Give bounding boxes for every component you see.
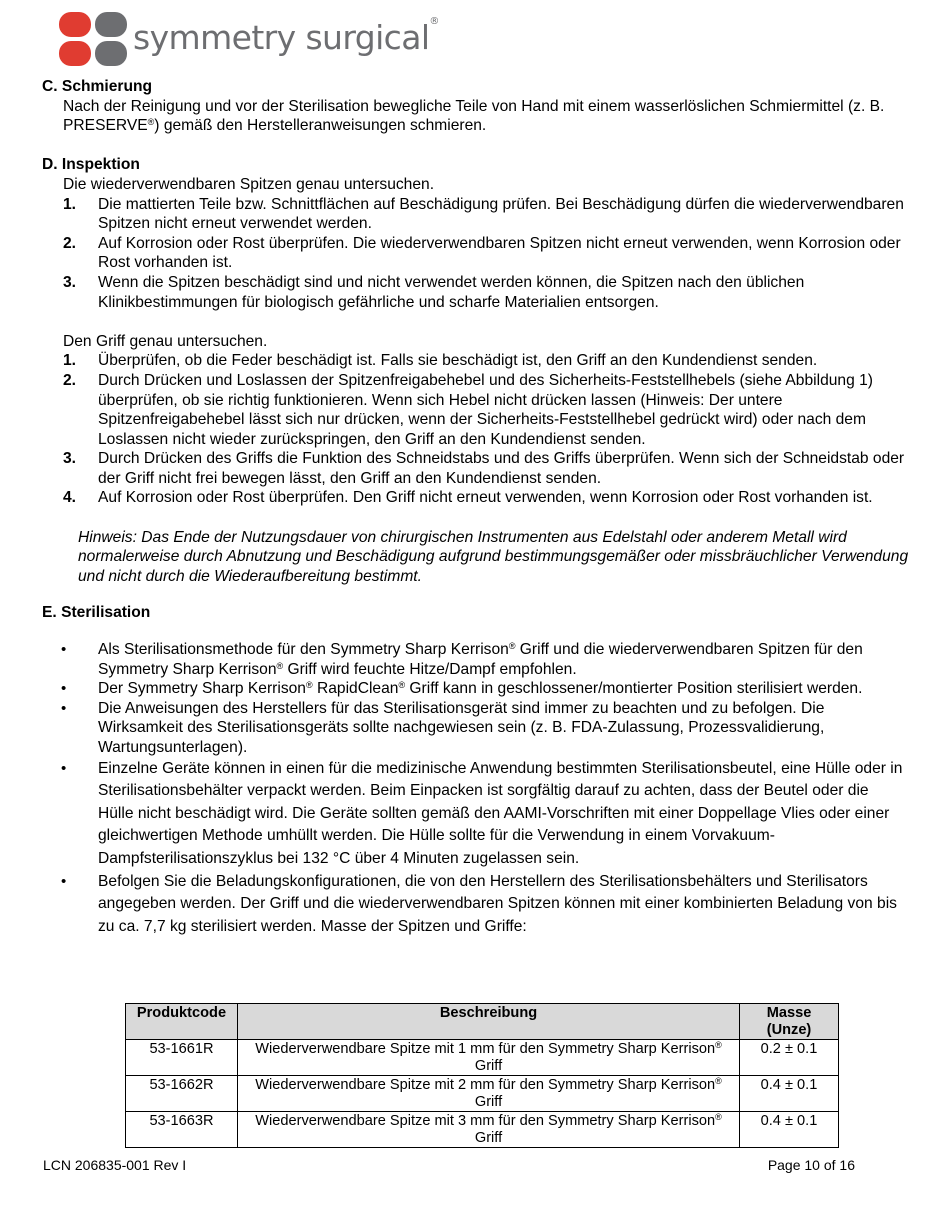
- table-row: [126, 1076, 839, 1112]
- symmetry-surgical-logo-mark: [57, 10, 129, 68]
- tips-step: 3. Wenn die Spitzen beschädigt sind und nicht verwendet werden können, die Spitzen nach den üblichen Klinikbestimmungen für biologisch gefährliche und scharfe Materialien entsorgen.: [63, 273, 805, 311]
- handle-step: 1. Überprüfen, ob die Feder beschädigt ist. Falls sie beschädigt ist, den Griff an den Kundendienst senden.: [63, 352, 818, 370]
- sterilization-bullet: • Der Symmetry Sharp Kerrison® RapidClean® Griff kann in geschlossener/montierter Position sterilisiert werden.: [61, 680, 863, 698]
- cell-description: Wiederverwendbare Spitze mit 2 mm für den Symmetry Sharp Kerrison® Griff: [238, 1076, 740, 1112]
- table-header-row: [126, 1004, 839, 1040]
- sterilization-bullet: • Einzelne Geräte können in einen für die medizinische Anwendung bestimmten Sterilisationsbeutel, eine Hülle oder in Sterilisationsbehälter verpackt werden. Beim Einpacken ist sorgfältig darauf zu achten, dass der Beutel oder die Hülle nicht beschädigt wird. Die Geräte sollten gemäß den AAMI-Vorschriften mit einer Doppellage Vlies oder einer gleichwertigen Methode umhüllt werden. Die Hülle sollte für die Verwendung in einem Vorvakuum-Dampfsterilisationszyklus bei 132 °C über 4 Minuten zugelassen sein.: [61, 759, 903, 867]
- cell-code: 53-1661R: [126, 1040, 238, 1076]
- section-c-body: Nach der Reinigung und vor der Sterilisation bewegliche Teile von Hand mit einem wasserlöslichen Schmiermittel (z. B. PRESERVE®) gemäß den Herstelleranweisungen schmieren.: [63, 97, 885, 135]
- document-body: [42, 77, 922, 938]
- cell-code: 53-1662R: [126, 1076, 238, 1112]
- cell-mass: 0.4 ± 0.1: [740, 1076, 839, 1112]
- brand-registered-mark: ®: [429, 16, 439, 27]
- handle-step: 2. Durch Drücken und Loslassen der Spitzenfreigabehebel und des Sicherheits-Feststellhebels (siehe Abbildung 1) überprüfen, ob sie richtig funktionieren. Wenn sich Hebel nicht drücken lassen (Hinweis: Der untere Spitzenfreigabehebel lässt sich nur drücken, wenn der Sicherheits-Feststellhebel gedrückt wird) oder nach dem Loslassen nicht wieder zurückspringen, den Griff an den Kundendienst senden.: [63, 371, 873, 448]
- cell-description: Wiederverwendbare Spitze mit 3 mm für den Symmetry Sharp Kerrison® Griff: [238, 1112, 740, 1148]
- end-of-life-note: Hinweis: Das Ende der Nutzungsdauer von chirurgischen Instrumenten aus Edelstahl oder anderem Metall wird normalerweise durch Abnutzung und Beschädigung aufgrund bestimmungsgemäßer oder missbräuchlicher Verwendung und nicht durch die Wiederaufbereitung bestimmt.: [78, 528, 909, 585]
- sterilization-bullet: • Befolgen Sie die Beladungskonfigurationen, die von den Herstellern des Sterilisationsbehälters und Sterilisators angegeben werden. Der Griff und die wiederverwendbaren Spitzen können mit einer kombinierten Beladung von bis zu ca. 7,7 kg sterilisiert werden. Masse der Spitzen und Griffe:: [61, 872, 897, 935]
- bullet-icon: •: [61, 699, 67, 717]
- cell-mass: 0.2 ± 0.1: [740, 1040, 839, 1076]
- tips-step: 2. Auf Korrosion oder Rost überprüfen. Die wiederverwendbaren Spitzen nicht erneut verwenden, wenn Korrosion oder Rost vorhanden ist.: [63, 234, 901, 272]
- handle-intro: Den Griff genau untersuchen.: [63, 332, 268, 350]
- sterilization-bullet: • Als Sterilisationsmethode für den Symmetry Sharp Kerrison® Griff und die wiederverwendbaren Spitzen für den Symmetry Sharp Kerrison® Griff wird feuchte Hitze/Dampf empfohlen.: [61, 641, 863, 678]
- section-d-heading: D. Inspektion: [42, 156, 140, 174]
- section-c-heading: C. Schmierung: [42, 78, 153, 95]
- bullet-icon: •: [61, 641, 67, 659]
- sterilization-bullet: • Die Anweisungen des Herstellers für das Sterilisationsgerät sind immer zu beachten und zu befolgen. Die Wirksamkeit des Sterilisationsgeräts sollte nachgewiesen sein (z. B. FDA-Zulassung, Prozessvalidierung, Wartungsunterlagen).: [61, 699, 825, 756]
- column-header-mass: Masse (Unze): [740, 1004, 839, 1040]
- footer-page-number: Page 10 of 16: [767, 1157, 855, 1173]
- handle-step: 4. Auf Korrosion oder Rost überprüfen. Den Griff nicht erneut verwenden, wenn Korrosion oder Rost vorhanden ist.: [63, 489, 873, 507]
- cell-code: 53-1663R: [126, 1112, 238, 1148]
- table-row: [126, 1040, 839, 1076]
- cell-description: Wiederverwendbare Spitze mit 1 mm für den Symmetry Sharp Kerrison® Griff: [238, 1040, 740, 1076]
- handle-step: 3. Durch Drücken des Griffs die Funktion des Schneidstabs und des Griffs überprüfen. Wenn sich der Schneidstab oder der Griff nicht frei bewegen lässt, den Griff an den Kundendienst senden.: [63, 450, 905, 487]
- column-header-code: Produktcode: [126, 1004, 238, 1040]
- product-mass-table: [125, 1003, 839, 1148]
- tips-intro: Die wiederverwendbaren Spitzen genau untersuchen.: [63, 175, 435, 193]
- section-e-heading: E. Sterilisation: [42, 604, 151, 622]
- bullet-icon: •: [61, 680, 67, 698]
- column-header-description: Beschreibung: [238, 1004, 740, 1040]
- brand-name: symmetry surgical®: [133, 16, 439, 57]
- table-row: [126, 1112, 839, 1148]
- bullet-icon: •: [61, 872, 67, 890]
- footer-document-id: LCN 206835-001 Rev I: [43, 1157, 187, 1173]
- cell-mass: 0.4 ± 0.1: [740, 1112, 839, 1148]
- bullet-icon: •: [61, 759, 67, 777]
- tips-step: 1. Die mattierten Teile bzw. Schnittflächen auf Beschädigung prüfen. Bei Beschädigung dürfen die wiederverwendbaren Spitzen nicht erneut verwendet werden.: [63, 195, 904, 233]
